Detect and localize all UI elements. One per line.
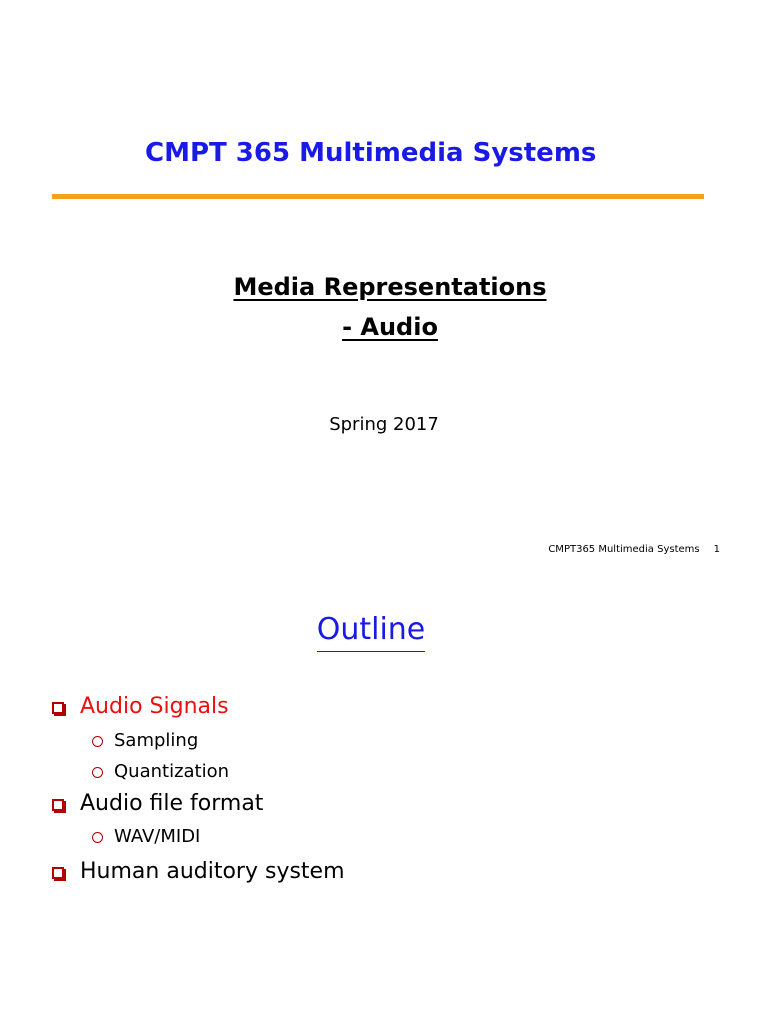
list-item bbox=[52, 791, 263, 816]
list-item-label: Sampling bbox=[114, 730, 199, 751]
circle-bullet-icon bbox=[92, 736, 103, 747]
list-item-label: WAV/MIDI bbox=[114, 826, 201, 847]
footer-text: CMPT365 Multimedia Systems bbox=[548, 544, 700, 555]
page-number: 1 bbox=[713, 544, 720, 555]
course-title: CMPT 365 Multimedia Systems bbox=[145, 138, 597, 168]
slide-footer bbox=[548, 544, 720, 555]
list-item-label: Quantization bbox=[114, 761, 230, 782]
subtitle-line-1: Media Representations bbox=[233, 273, 547, 301]
list-item-label: Audio Signals bbox=[80, 694, 229, 719]
list-item-label: Audio file format bbox=[80, 791, 264, 816]
subtitle-line-2: - Audio bbox=[342, 313, 438, 341]
list-item bbox=[52, 694, 229, 719]
list-item bbox=[92, 826, 200, 847]
term-label: Spring 2017 bbox=[329, 414, 439, 435]
list-item-label: Human auditory system bbox=[80, 859, 345, 884]
square-bullet-icon bbox=[52, 799, 64, 811]
square-bullet-icon bbox=[52, 702, 64, 714]
circle-bullet-icon bbox=[92, 767, 103, 778]
circle-bullet-icon bbox=[92, 832, 103, 843]
outline-title-text: Outline bbox=[317, 612, 426, 652]
list-item bbox=[92, 730, 198, 751]
outline-title bbox=[0, 612, 742, 647]
outline-slide bbox=[0, 570, 768, 1024]
list-item bbox=[92, 761, 229, 782]
list-item bbox=[52, 859, 345, 884]
title-divider bbox=[52, 194, 704, 199]
square-bullet-icon bbox=[52, 867, 64, 879]
